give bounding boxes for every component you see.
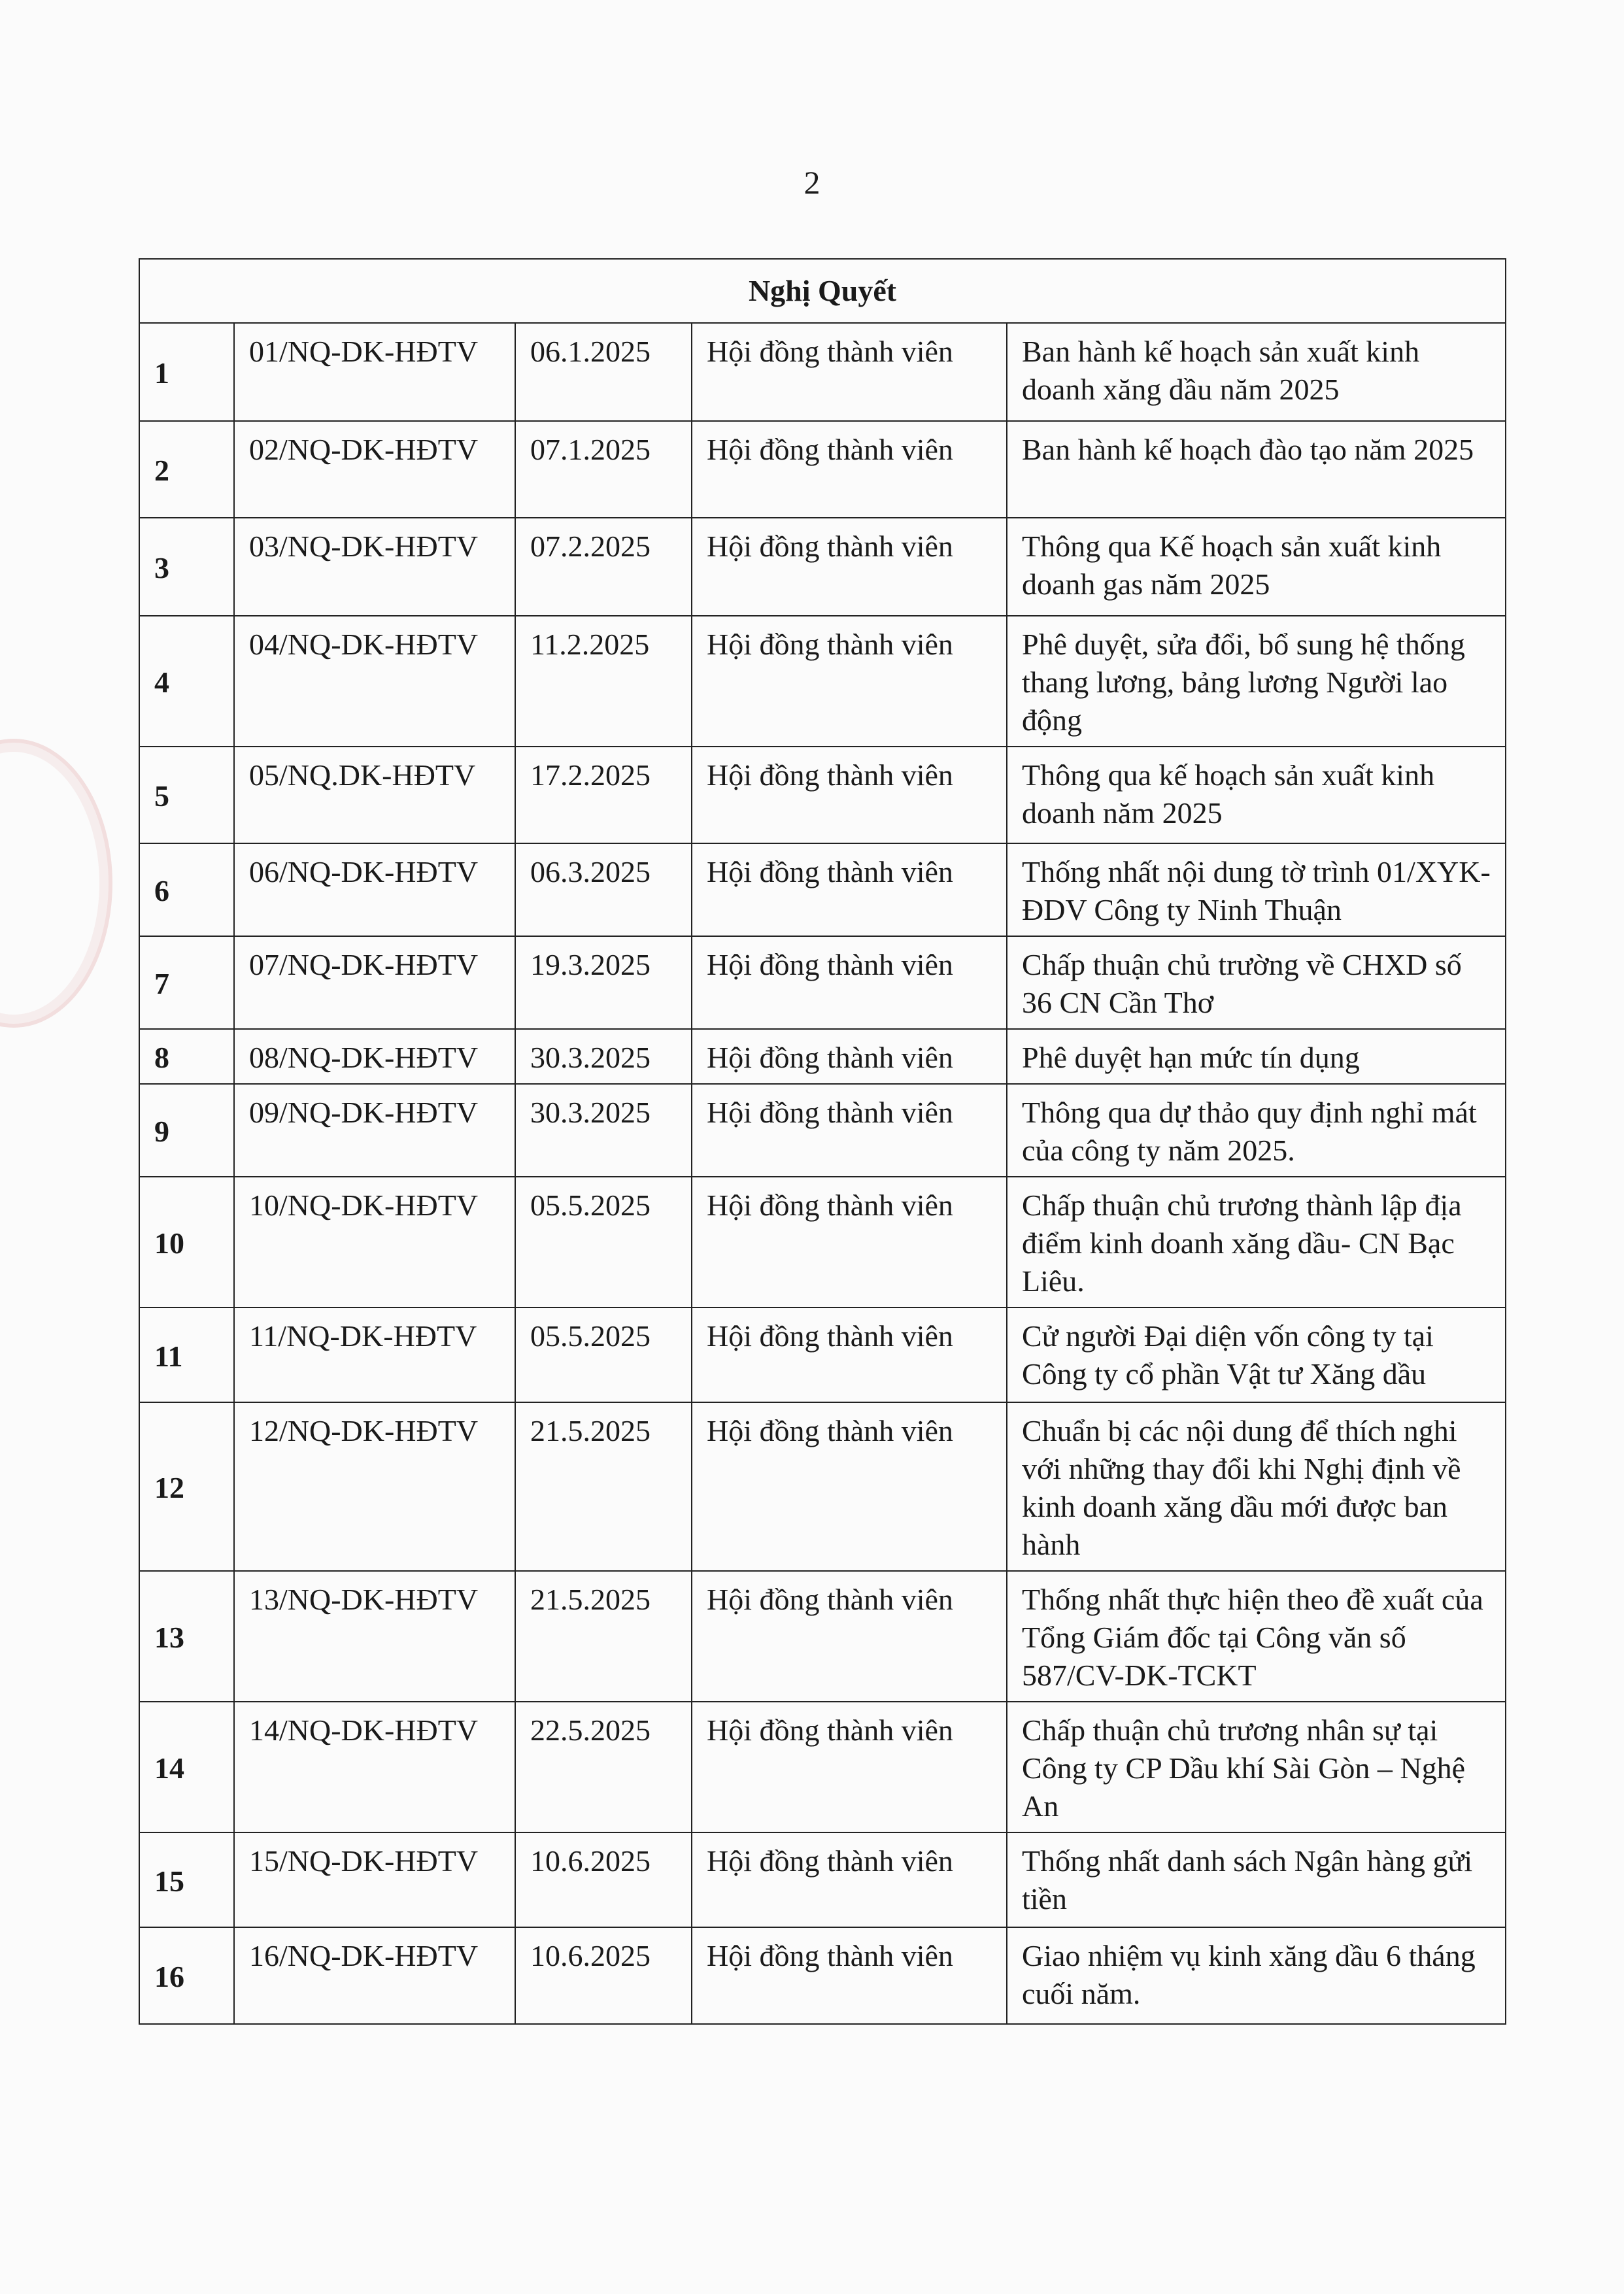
resolution-code: 07/NQ-DK-HĐTV: [234, 936, 515, 1029]
issuer: Hội đồng thành viên: [692, 1084, 1007, 1177]
resolution-content: Thống nhất nội dung tờ trình 01/XYK-ĐDV Công ty Ninh Thuận: [1007, 843, 1506, 936]
table-row: [139, 1084, 1506, 1177]
resolution-content: Chuẩn bị các nội dung để thích nghi với những thay đổi khi Nghị định về kinh doanh xăng dầu mới được ban hành: [1007, 1402, 1506, 1571]
resolution-content: Cử người Đại diện vốn công ty tại Công ty cổ phần Vật tư Xăng dầu: [1007, 1307, 1506, 1402]
row-number: 1: [139, 323, 234, 421]
issuer: Hội đồng thành viên: [692, 1029, 1007, 1084]
resolution-code: 12/NQ-DK-HĐTV: [234, 1402, 515, 1571]
resolution-date: 19.3.2025: [515, 936, 692, 1029]
resolution-code: 16/NQ-DK-HĐTV: [234, 1927, 515, 2024]
resolution-code: 09/NQ-DK-HĐTV: [234, 1084, 515, 1177]
resolution-date: 22.5.2025: [515, 1702, 692, 1832]
table-row: [139, 1832, 1506, 1927]
resolution-date: 07.2.2025: [515, 518, 692, 616]
resolution-content: Phê duyệt hạn mức tín dụng: [1007, 1029, 1506, 1084]
resolution-content: Phê duyệt, sửa đổi, bổ sung hệ thống thang lương, bảng lương Người lao động: [1007, 616, 1506, 747]
resolution-code: 08/NQ-DK-HĐTV: [234, 1029, 515, 1084]
issuer: Hội đồng thành viên: [692, 421, 1007, 518]
resolution-code: 01/NQ-DK-HĐTV: [234, 323, 515, 421]
table-row: [139, 1402, 1506, 1571]
resolution-date: 17.2.2025: [515, 747, 692, 843]
row-number: 10: [139, 1177, 234, 1307]
resolution-date: 10.6.2025: [515, 1832, 692, 1927]
table-row: [139, 747, 1506, 843]
resolution-date: 06.3.2025: [515, 843, 692, 936]
row-number: 11: [139, 1307, 234, 1402]
row-number: 15: [139, 1832, 234, 1927]
table-row: [139, 518, 1506, 616]
table-row: [139, 1927, 1506, 2024]
issuer: Hội đồng thành viên: [692, 1402, 1007, 1571]
issuer: Hội đồng thành viên: [692, 1177, 1007, 1307]
table-row: [139, 323, 1506, 421]
resolution-date: 06.1.2025: [515, 323, 692, 421]
resolution-code: 05/NQ.DK-HĐTV: [234, 747, 515, 843]
issuer: Hội đồng thành viên: [692, 1307, 1007, 1402]
resolution-date: 05.5.2025: [515, 1177, 692, 1307]
resolution-content: Thông qua Kế hoạch sản xuất kinh doanh gas năm 2025: [1007, 518, 1506, 616]
resolution-date: 11.2.2025: [515, 616, 692, 747]
table-row: [139, 616, 1506, 747]
issuer: Hội đồng thành viên: [692, 1927, 1007, 2024]
issuer: Hội đồng thành viên: [692, 323, 1007, 421]
row-number: 4: [139, 616, 234, 747]
row-number: 13: [139, 1571, 234, 1702]
resolution-code: 03/NQ-DK-HĐTV: [234, 518, 515, 616]
row-number: 16: [139, 1927, 234, 2024]
resolution-code: 10/NQ-DK-HĐTV: [234, 1177, 515, 1307]
resolution-content: Ban hành kế hoạch đào tạo năm 2025: [1007, 421, 1506, 518]
resolution-code: 04/NQ-DK-HĐTV: [234, 616, 515, 747]
table-row: [139, 1029, 1506, 1084]
resolution-code: 11/NQ-DK-HĐTV: [234, 1307, 515, 1402]
table-row: [139, 1702, 1506, 1832]
row-number: 6: [139, 843, 234, 936]
issuer: Hội đồng thành viên: [692, 747, 1007, 843]
resolution-date: 21.5.2025: [515, 1402, 692, 1571]
table-row: [139, 1177, 1506, 1307]
resolution-date: 21.5.2025: [515, 1571, 692, 1702]
row-number: 14: [139, 1702, 234, 1832]
row-number: 7: [139, 936, 234, 1029]
issuer: Hội đồng thành viên: [692, 1832, 1007, 1927]
resolution-code: 06/NQ-DK-HĐTV: [234, 843, 515, 936]
resolution-content: Thống nhất danh sách Ngân hàng gửi tiền: [1007, 1832, 1506, 1927]
resolution-code: 13/NQ-DK-HĐTV: [234, 1571, 515, 1702]
table-header: Nghị Quyết: [139, 259, 1506, 323]
table-row: [139, 1571, 1506, 1702]
resolution-date: 07.1.2025: [515, 421, 692, 518]
resolutions-table: [139, 258, 1506, 2025]
resolution-content: Chấp thuận chủ trường về CHXD số 36 CN Cần Thơ: [1007, 936, 1506, 1029]
issuer: Hội đồng thành viên: [692, 1702, 1007, 1832]
resolution-date: 05.5.2025: [515, 1307, 692, 1402]
resolution-content: Thống nhất thực hiện theo đề xuất của Tổng Giám đốc tại Công văn số 587/CV-DK-TCKT: [1007, 1571, 1506, 1702]
row-number: 8: [139, 1029, 234, 1084]
row-number: 12: [139, 1402, 234, 1571]
resolution-date: 30.3.2025: [515, 1029, 692, 1084]
resolution-content: Chấp thuận chủ trương thành lập địa điểm kinh doanh xăng dầu- CN Bạc Liêu.: [1007, 1177, 1506, 1307]
resolution-code: 02/NQ-DK-HĐTV: [234, 421, 515, 518]
table-row: [139, 421, 1506, 518]
issuer: Hội đồng thành viên: [692, 518, 1007, 616]
table-row: [139, 843, 1506, 936]
table-row: [139, 1307, 1506, 1402]
resolution-date: 30.3.2025: [515, 1084, 692, 1177]
resolution-content: Ban hành kế hoạch sản xuất kinh doanh xăng dầu năm 2025: [1007, 323, 1506, 421]
resolution-content: Chấp thuận chủ trương nhân sự tại Công ty CP Dầu khí Sài Gòn – Nghệ An: [1007, 1702, 1506, 1832]
resolution-content: Thông qua dự thảo quy định nghỉ mát của công ty năm 2025.: [1007, 1084, 1506, 1177]
table-header-row: [139, 259, 1506, 323]
page-number: 2: [804, 164, 820, 201]
faded-stamp: [0, 739, 112, 1028]
resolution-content: Thông qua kế hoạch sản xuất kinh doanh năm 2025: [1007, 747, 1506, 843]
row-number: 9: [139, 1084, 234, 1177]
issuer: Hội đồng thành viên: [692, 843, 1007, 936]
resolution-date: 10.6.2025: [515, 1927, 692, 2024]
table-row: [139, 936, 1506, 1029]
issuer: Hội đồng thành viên: [692, 616, 1007, 747]
issuer: Hội đồng thành viên: [692, 936, 1007, 1029]
row-number: 2: [139, 421, 234, 518]
resolution-code: 14/NQ-DK-HĐTV: [234, 1702, 515, 1832]
resolution-content: Giao nhiệm vụ kinh xăng dầu 6 tháng cuối năm.: [1007, 1927, 1506, 2024]
table-body: [139, 323, 1506, 2024]
row-number: 5: [139, 747, 234, 843]
row-number: 3: [139, 518, 234, 616]
issuer: Hội đồng thành viên: [692, 1571, 1007, 1702]
resolution-code: 15/NQ-DK-HĐTV: [234, 1832, 515, 1927]
